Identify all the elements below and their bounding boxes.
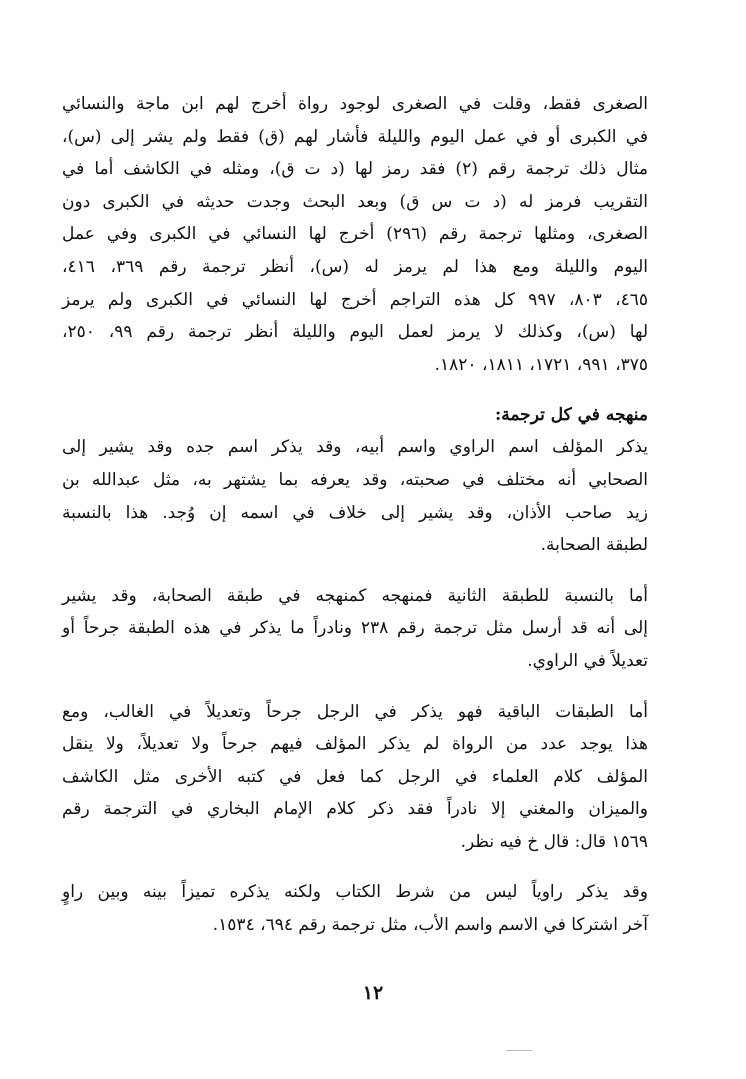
text-line: الصغرى فقط، وقلت في الصغرى لوجود رواة أخرج لهم ابن ماجة والنسائي [62, 94, 648, 114]
page-number: ١٢ [362, 982, 384, 1004]
text-line: إلى أنه قد أرسل مثل ترجمة رقم ٢٣٨ ونادراً ما يذكر في هذه الطبقة جرحاً أو [62, 618, 648, 639]
text-line: ١٥٦٩ قال: قال خ فيه نظر. [460, 831, 648, 852]
paragraph-3 [62, 580, 648, 678]
text-line: أما بالنسبة للطبقة الثانية فمنهجه كمنهجه في طبقة الصحابة، وقد يشير [62, 585, 648, 606]
text-line: لطبقة الصحابة. [540, 535, 648, 556]
paragraph-1 [62, 88, 648, 381]
text-line: في الكبرى أو في عمل اليوم والليلة فأشار لهم (ق) فقط ولم يشر إلى (س)، [62, 126, 648, 147]
text-line: زيد صاحب الأذان، وقد يشير إلى خلاف في اسمه إن وُجد. هذا بالنسبة [62, 502, 648, 523]
text-line: مثال ذلك ترجمة رقم (٢) فقد رمز لها (د ت ق)، ومثله في الكاشف أما في [62, 159, 648, 180]
text-line: والميزان والمغني إلا نادراً فقد ذكر كلام الإمام البخاري في الترجمة رقم [62, 799, 648, 820]
scan-speck [506, 1050, 532, 1051]
paragraph-5 [62, 876, 648, 941]
text-line: هذا يوجد عدد من الرواة لم يذكر المؤلف فيهم جرحاً ولا تعديلاً، ولا ينقل [62, 734, 648, 755]
page-body [62, 88, 648, 942]
text-line: أما الطبقات الباقية فهو يذكر في الرجل جرحاً وتعديلاً في الغالب، ومع [62, 701, 648, 722]
text-line: ٤٦٥، ٨٠٣، ٩٩٧ كل هذه التراجم أخرج لها النسائي في الكبرى ولم يرمز [62, 289, 648, 310]
text-line: آخر اشتركا في الاسم واسم الأب، مثل ترجمة رقم ٦٩٤، ١٥٣٤. [212, 915, 648, 936]
text-line: يذكر المؤلف اسم الراوي واسم أبيه، وقد يذكر اسم جده وقد يشير إلى [62, 437, 648, 458]
text-line: الصغرى، ومثلها ترجمة رقم (٢٩٦) أخرج لها النسائي في الكبرى وفي عمل [62, 224, 648, 245]
text-line: الصحابي أنه مختلف في صحبته، وقد يعرفه بما يشتهر به، مثل عبدالله بن [62, 469, 648, 490]
paragraph-4 [62, 696, 648, 859]
text-line: التقريب فرمز له (د ت س ق) وبعد البحث وجدت حديثه في الكبرى دون [62, 191, 648, 212]
text-line: ٣٧٥، ٩٩١، ١٧٢١، ١٨١١، ١٨٢٠. [434, 354, 648, 375]
text-line: المؤلف كلام العلماء في الرجل كما فعل في كتبه الأخرى مثل الكاشف [62, 766, 648, 787]
section-heading: منهجه في كل ترجمة: [494, 405, 648, 426]
text-line: وقد يذكر راوياً ليس من شرط الكتاب ولكنه يذكره تميزاً بينه وبين راوٍ [62, 882, 648, 903]
text-line: تعديلاً في الراوي. [527, 650, 648, 671]
paragraph-2 [62, 431, 648, 561]
text-line: لها (س)، وكذلك لا يرمز لعمل اليوم والليلة أنظر ترجمة رقم ٩٩، ٢٥٠، [62, 322, 648, 343]
text-line: اليوم والليلة ومع هذا لم يرمز له (س)، أنظر ترجمة رقم ٣٦٩، ٤١٦، [62, 256, 649, 277]
